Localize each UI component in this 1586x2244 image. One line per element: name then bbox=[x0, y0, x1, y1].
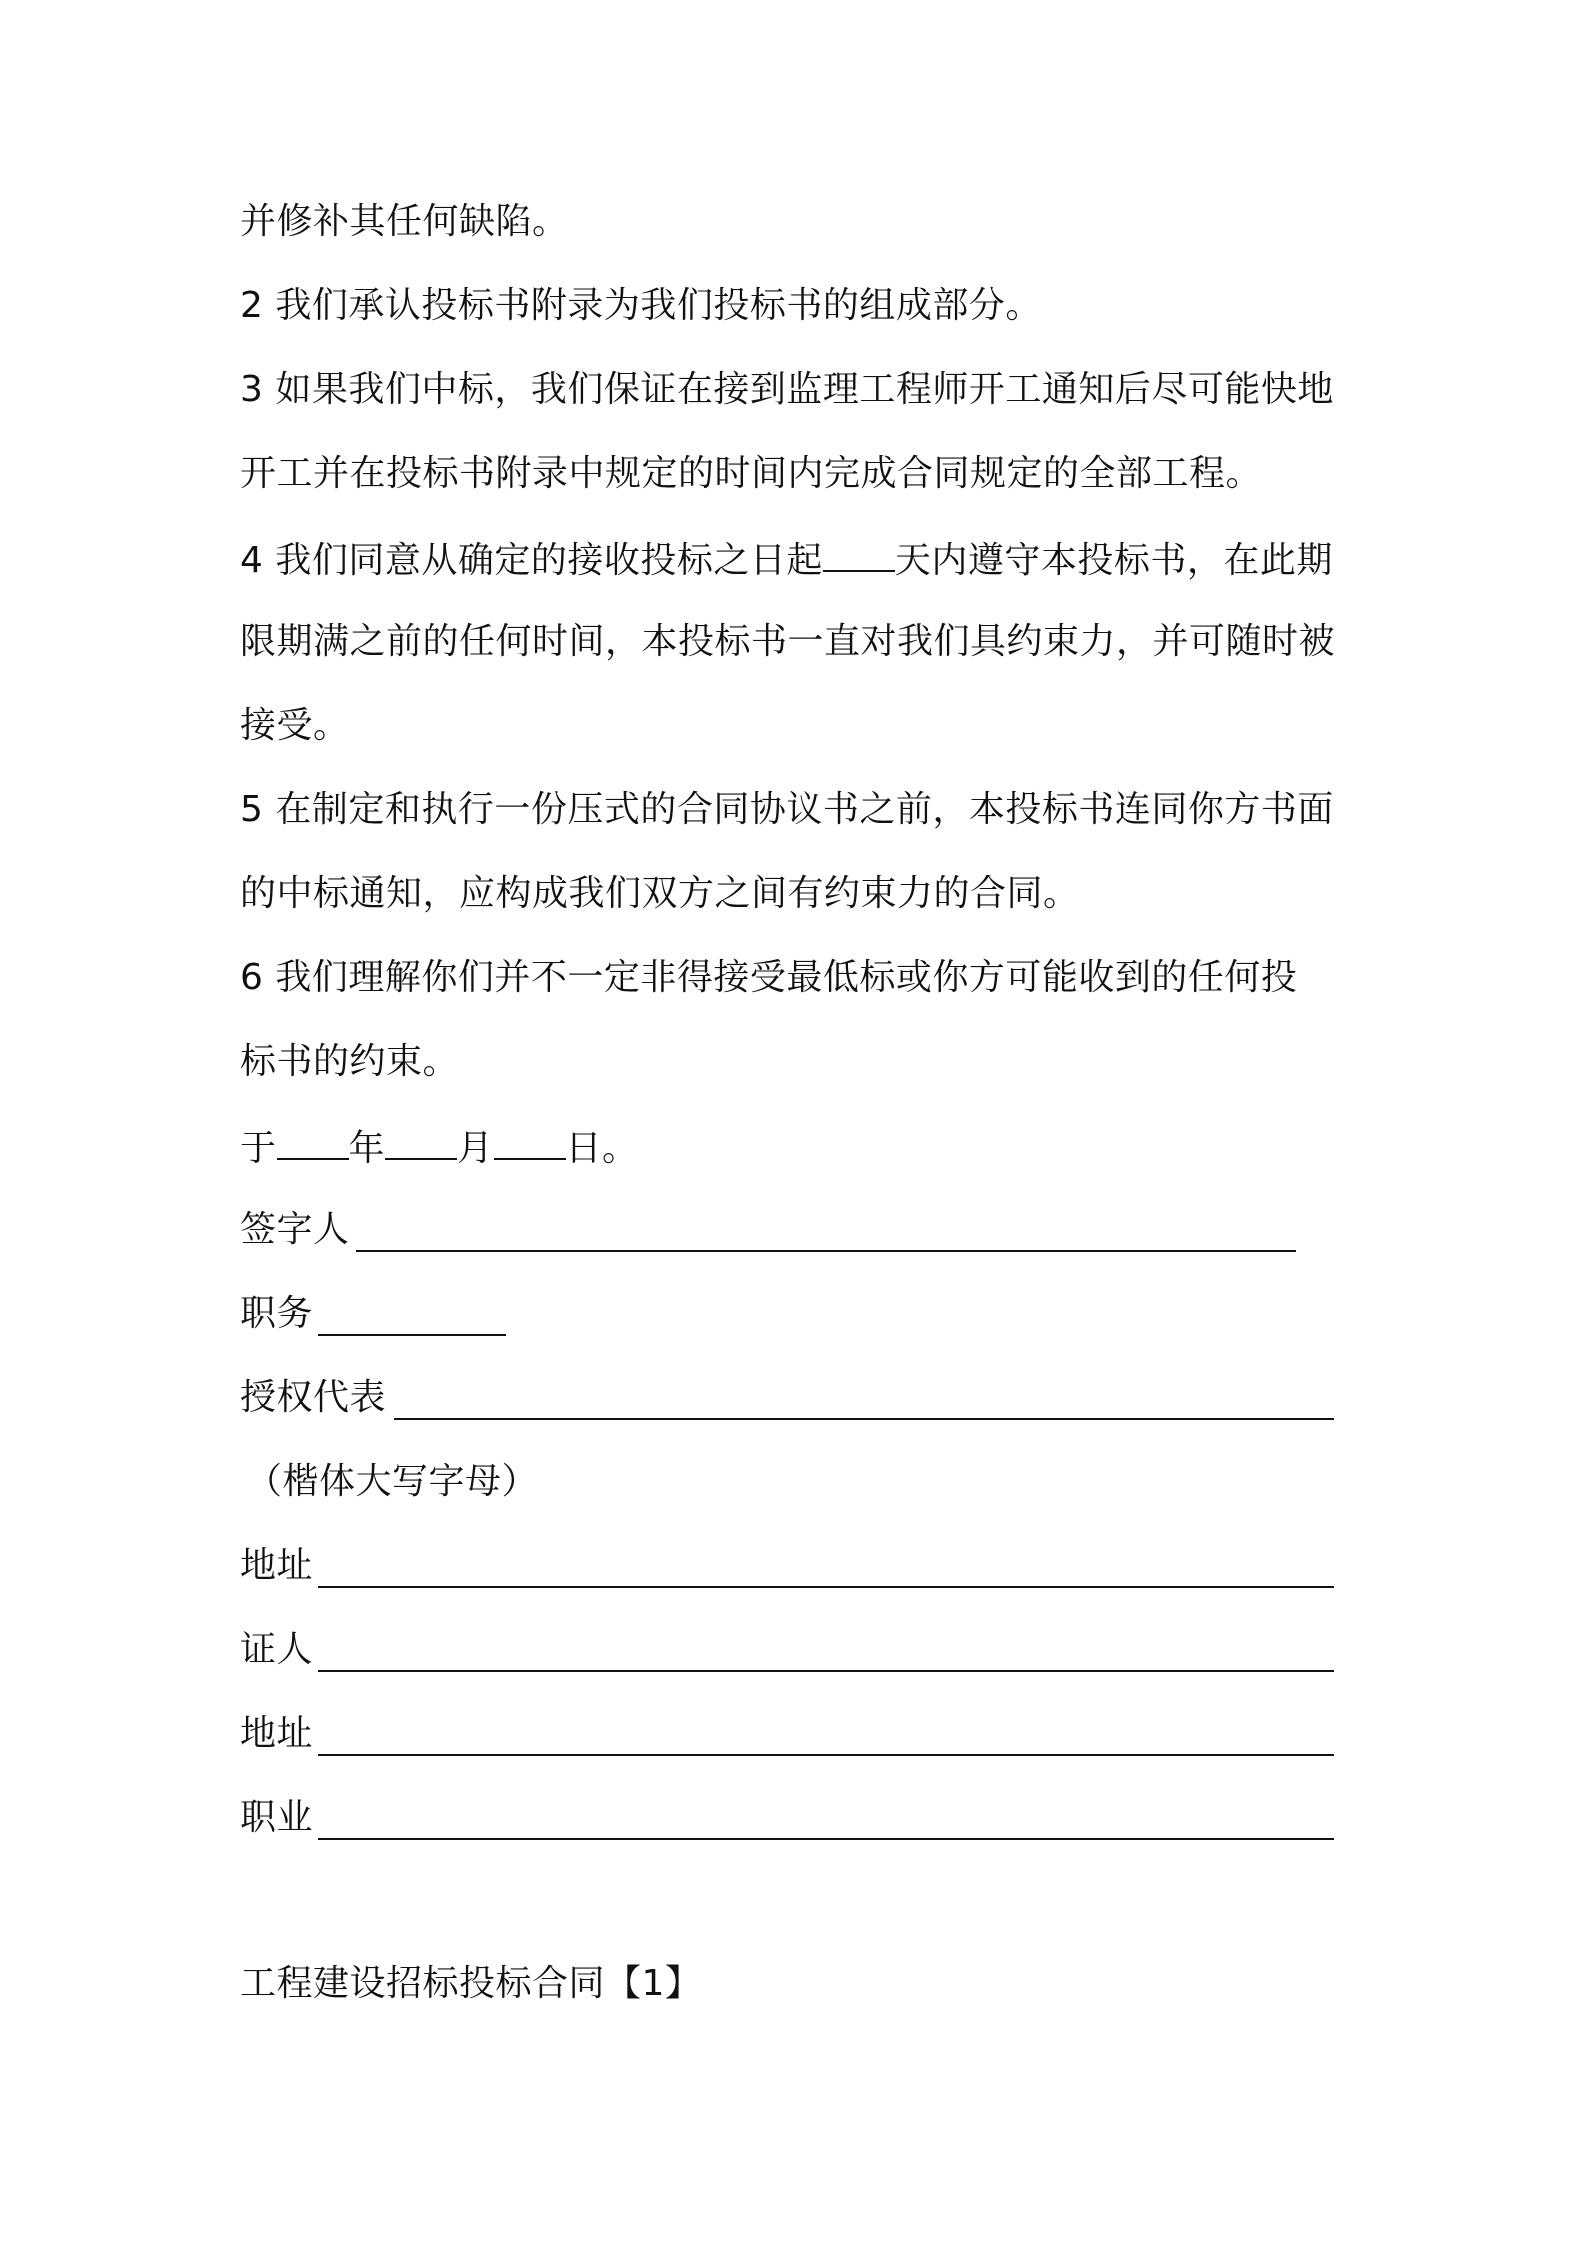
clause-3-line-2: 开工并在投标书附录中规定的时间内完成合同规定的全部工程。 bbox=[240, 453, 1263, 494]
signatory-underline bbox=[356, 1250, 1296, 1252]
note-text: （楷体大写字母） bbox=[246, 1461, 539, 1502]
address-underline bbox=[318, 1586, 1334, 1588]
address-label: 地址 bbox=[240, 1545, 314, 1586]
signatory-label: 签字人 bbox=[240, 1209, 350, 1250]
witness-address-label: 地址 bbox=[240, 1713, 314, 1754]
clause-6-line-1: 6 我们理解你们并不一定非得接受最低标或你方可能收到的任何投 bbox=[240, 957, 1298, 998]
days-blank bbox=[823, 536, 895, 572]
year-label: 年 bbox=[348, 1128, 386, 1169]
month-blank bbox=[385, 1124, 457, 1160]
clause-5-line-1: 5 在制定和执行一份压式的合同协议书之前，本投标书连同你方书面 bbox=[240, 789, 1334, 830]
occupation-label: 职业 bbox=[240, 1797, 314, 1838]
text-line: 并修补其任何缺陷。 bbox=[240, 201, 569, 242]
clause-6-line-2: 标书的约束。 bbox=[240, 1041, 460, 1082]
witness-underline bbox=[318, 1670, 1334, 1672]
witness-address-underline bbox=[318, 1754, 1334, 1756]
date-prefix: 于 bbox=[240, 1128, 277, 1169]
witness-label: 证人 bbox=[240, 1629, 314, 1670]
clause-3-line-1: 3 如果我们中标，我们保证在接到监理工程师开工通知后尽可能快地 bbox=[240, 369, 1334, 410]
section-title: 工程建设招标投标合同【1】 bbox=[240, 1963, 702, 2004]
clause-5-line-2: 的中标通知，应构成我们双方之间有约束力的合同。 bbox=[240, 873, 1080, 914]
authorized-rep-label: 授权代表 bbox=[240, 1377, 387, 1418]
year-blank bbox=[277, 1124, 349, 1160]
clause-4-line-3: 接受。 bbox=[240, 705, 350, 746]
clause-4-line-2: 限期满之前的任何时间，本投标书一直对我们具约束力，并可随时被 bbox=[240, 621, 1336, 662]
clause-4-line-1 bbox=[240, 536, 1333, 583]
clause-4-after: 天内遵守本投标书，在此期 bbox=[894, 540, 1333, 581]
month-label: 月 bbox=[457, 1128, 494, 1169]
position-underline bbox=[318, 1334, 506, 1336]
day-label: 日。 bbox=[565, 1128, 639, 1169]
occupation-underline bbox=[318, 1838, 1334, 1840]
day-blank bbox=[494, 1124, 566, 1160]
authorized-rep-underline bbox=[394, 1418, 1334, 1420]
clause-2: 2 我们承认投标书附录为我们投标书的组成部分。 bbox=[240, 285, 1042, 326]
date-line bbox=[240, 1124, 639, 1171]
clause-4-before: 4 我们同意从确定的接收投标之日起 bbox=[240, 540, 823, 581]
position-label: 职务 bbox=[240, 1293, 314, 1334]
